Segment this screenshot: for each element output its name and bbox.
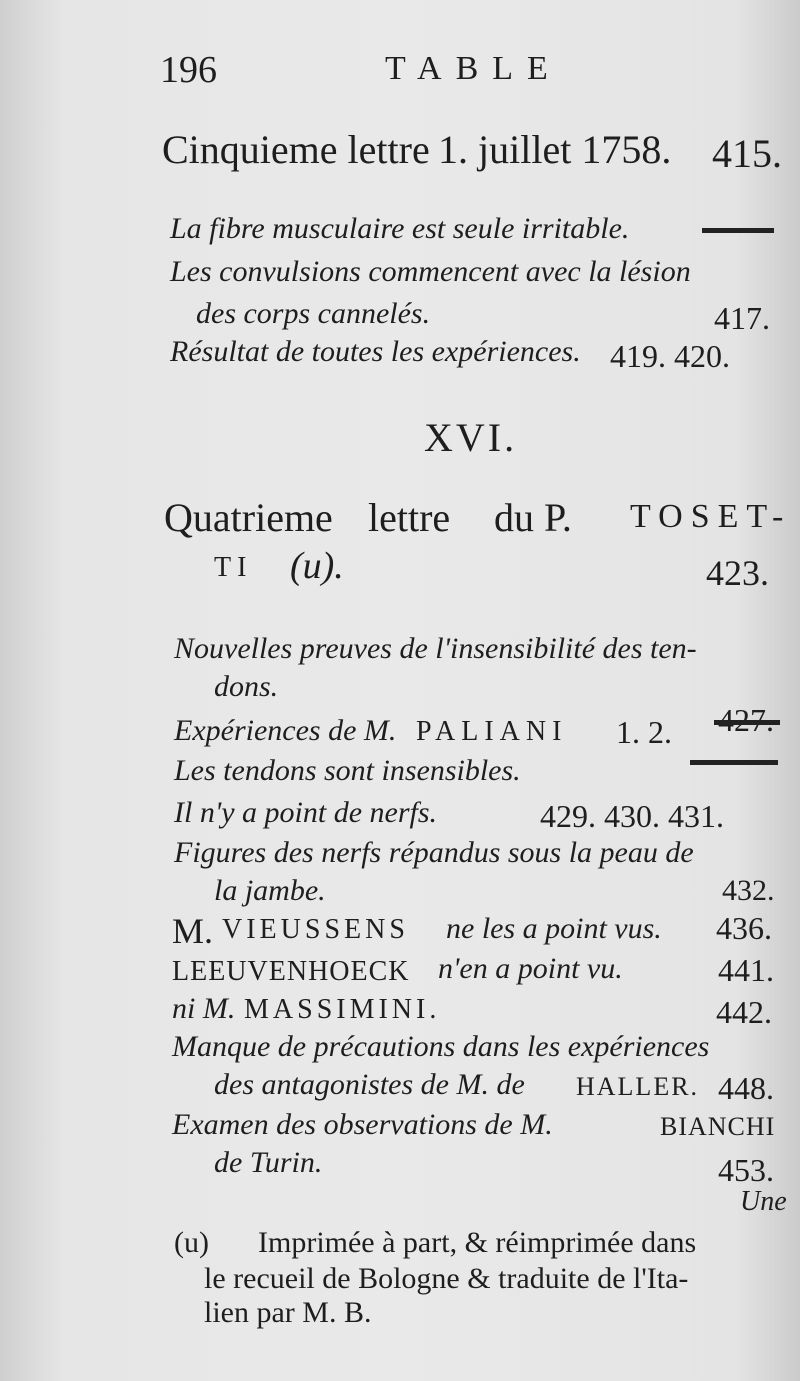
entry-page: 436. [716,910,772,946]
entry-text: n'en a point vu. [438,952,623,985]
entry-prefix: M. [172,911,214,951]
entry-page: 441. [718,952,774,988]
entry-text: des corps cannelés. [196,297,431,330]
section-heading: lettre [368,495,451,540]
entry-page: 432. [722,874,775,907]
author-name: MASSIMINI. [244,994,441,1025]
ditto-dash [690,760,778,765]
entry-text: Manque de précautions dans les expériences [172,1030,710,1063]
author-name: TI [214,552,253,583]
entry-page: 419. 420. [610,338,730,374]
author-name: HALLER. [576,1072,700,1101]
footnote-marker: (u) [174,1226,209,1259]
entry-text: des antagonistes de M. de [214,1068,525,1101]
ditto-dash [702,228,774,233]
entry-text: Résultat de toutes les expériences. [170,335,581,368]
entry-page: 453. [718,1152,774,1188]
author-name: TOSET- [630,498,792,535]
section-heading: du P. [494,495,572,540]
entry-page: 442. [716,994,772,1030]
entry-text: de Turin. [214,1146,323,1179]
section-page: 423. [706,553,769,593]
section-numeral: XVI. [424,415,518,460]
catchword: Une [740,1186,787,1217]
footnote-text: Imprimée à part, & réimprimée dans [258,1226,697,1259]
entry-prefix: ni M. [172,992,236,1025]
entry-text: Examen des observations de M. [172,1108,553,1141]
section-page: 415. [712,131,782,176]
entry-page: 448. [718,1070,774,1106]
footnote-text: lien par M. B. [204,1296,372,1329]
author-name: PALIANI [416,716,568,747]
entry-page: 417. [714,300,770,336]
author-name: BIANCHI [660,1112,776,1141]
entry-text: Expériences de M. [174,714,397,747]
entry-text: La fibre musculaire est seule irritable. [170,212,630,245]
ditto-dash [714,720,780,725]
entry-text: Il n'y a point de nerfs. [174,796,438,829]
section-date: 1. juillet 1758. [438,127,672,172]
entry-text: dons. [214,670,279,703]
entry-page: 429. 430. 431. [540,798,724,834]
page-number: 196 [160,49,217,91]
entry-ref: 1. 2. [616,714,672,750]
entry-text: ne les a point vus. [446,912,662,945]
author-name: VIEUSSENS [222,914,409,945]
entry-text: la jambe. [214,874,326,907]
entry-text: Les convulsions commencent avec la lésion [170,255,691,288]
entry-text: Figures des nerfs répandus sous la peau de [174,836,694,869]
footnote-ref: (u). [290,545,344,587]
section-heading: Cinquieme lettre [162,127,430,172]
entry-text: Nouvelles preuves de l'insensibilité des ten- [174,632,697,665]
author-name: LEEUVENHOECK [172,956,410,987]
section-heading: Quatrieme [164,495,333,540]
entry-text: Les tendons sont insensibles. [174,754,521,787]
running-title: TABLE [385,50,562,87]
footnote-text: le recueil de Bologne & traduite de l'Ita- [204,1262,689,1295]
